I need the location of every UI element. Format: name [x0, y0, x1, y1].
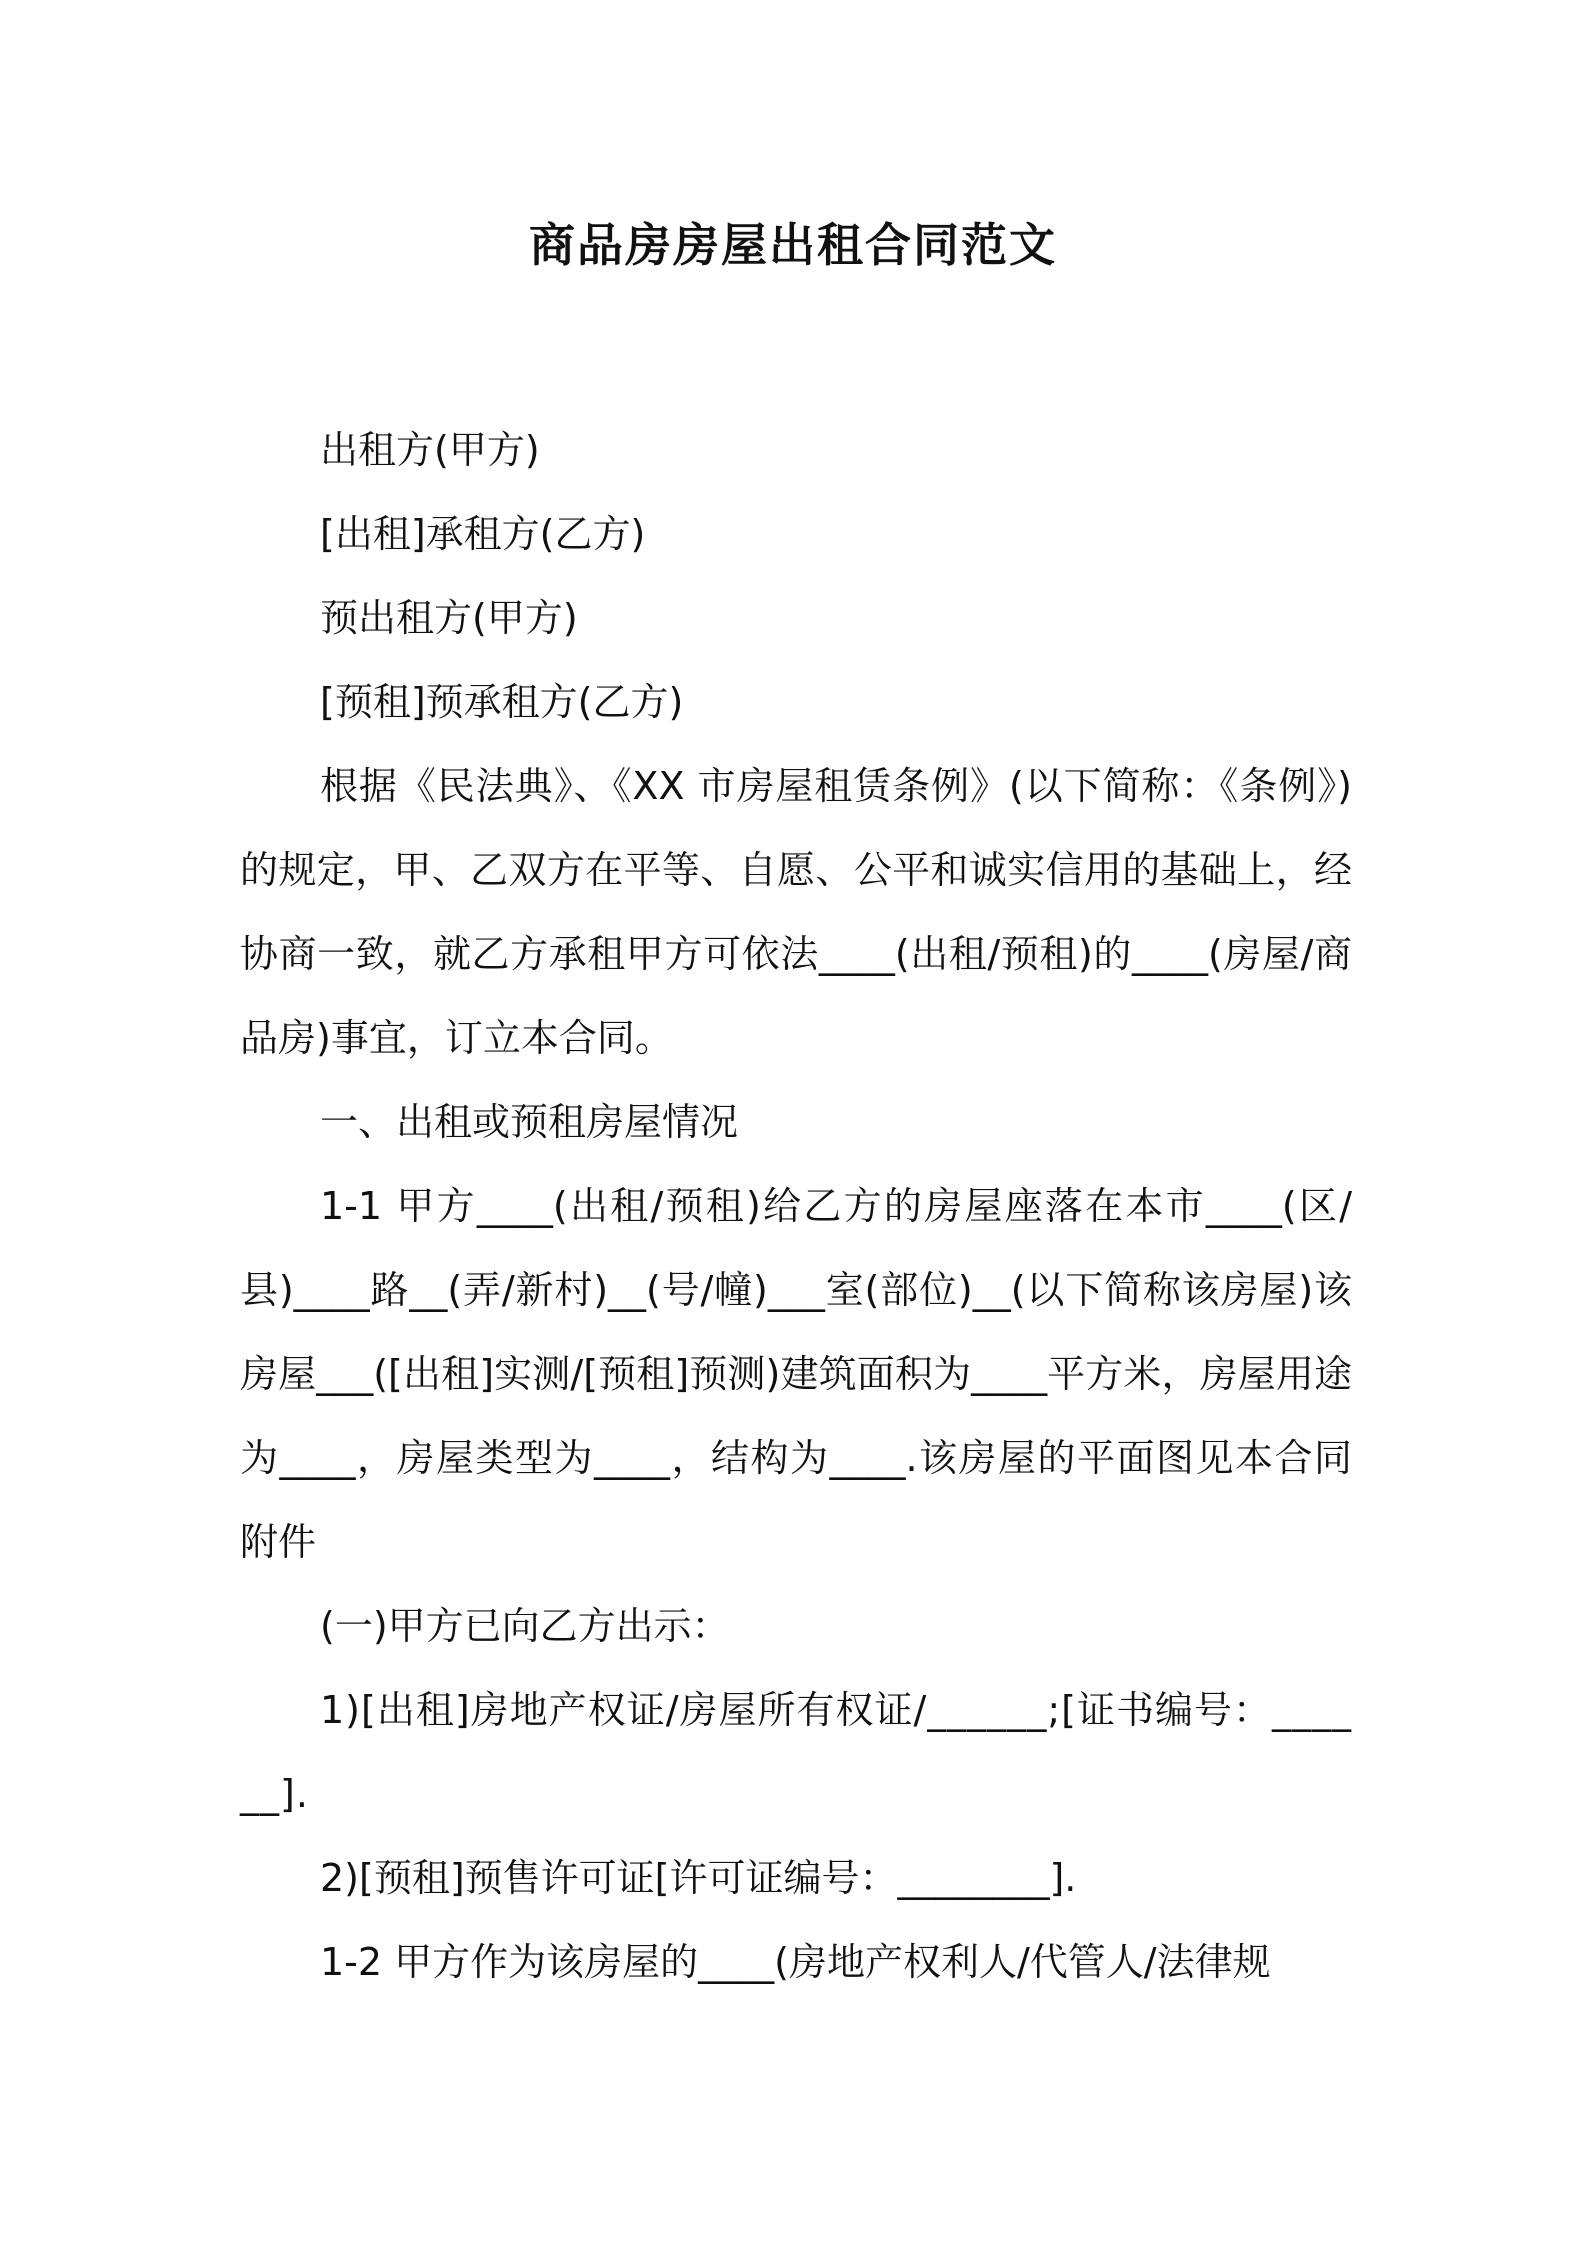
party-a-lessor: 出租方(甲方): [320, 428, 540, 472]
document-title: 商品房房屋出租合同范文: [529, 218, 1057, 272]
clause-1-1: 1-1 甲方____(出租/预租)给乙方的房屋座落在本市____(区/县)____路__(弄/新村)__(号/幢)___室(部位)__(以下简称该房屋)该房屋___([出租]实测/[预租]预测)建筑面积为____平方米，房屋用途为____，房屋类型为____，结构为____.该房屋的平面图见本合同附件: [240, 1184, 1352, 1564]
preamble-paragraph: 根据《民法典》、《XX 市房屋租赁条例》(以下简称：《条例》)的规定，甲、乙双方在平等、自愿、公平和诚实信用的基础上，经协商一致，就乙方承租甲方可依法____(出租/预租)的____(房屋/商品房)事宜，订立本合同。: [240, 764, 1352, 1060]
document-body: [240, 408, 1352, 2004]
clause-1-1-item-2: 2)[预租]预售许可证[许可证编号：________].: [320, 1856, 1077, 1900]
clause-1-2: 1-2 甲方作为该房屋的____(房地产权利人/代管人/法律规: [320, 1940, 1271, 1984]
party-b-lessee: [出租]承租方(乙方): [320, 512, 646, 556]
clause-1-1-item-1: 1)[出租]房地产权证/房屋所有权证/______;[证书编号：______].: [240, 1688, 1352, 1816]
party-b-pre-lessee: [预租]预承租方(乙方): [320, 680, 684, 724]
section-heading-1: 一、出租或预租房屋情况: [320, 1100, 739, 1144]
clause-1-1-sub-1: (一)甲方已向乙方出示：: [320, 1604, 730, 1648]
party-a-pre-lessor: 预出租方(甲方): [320, 596, 578, 640]
